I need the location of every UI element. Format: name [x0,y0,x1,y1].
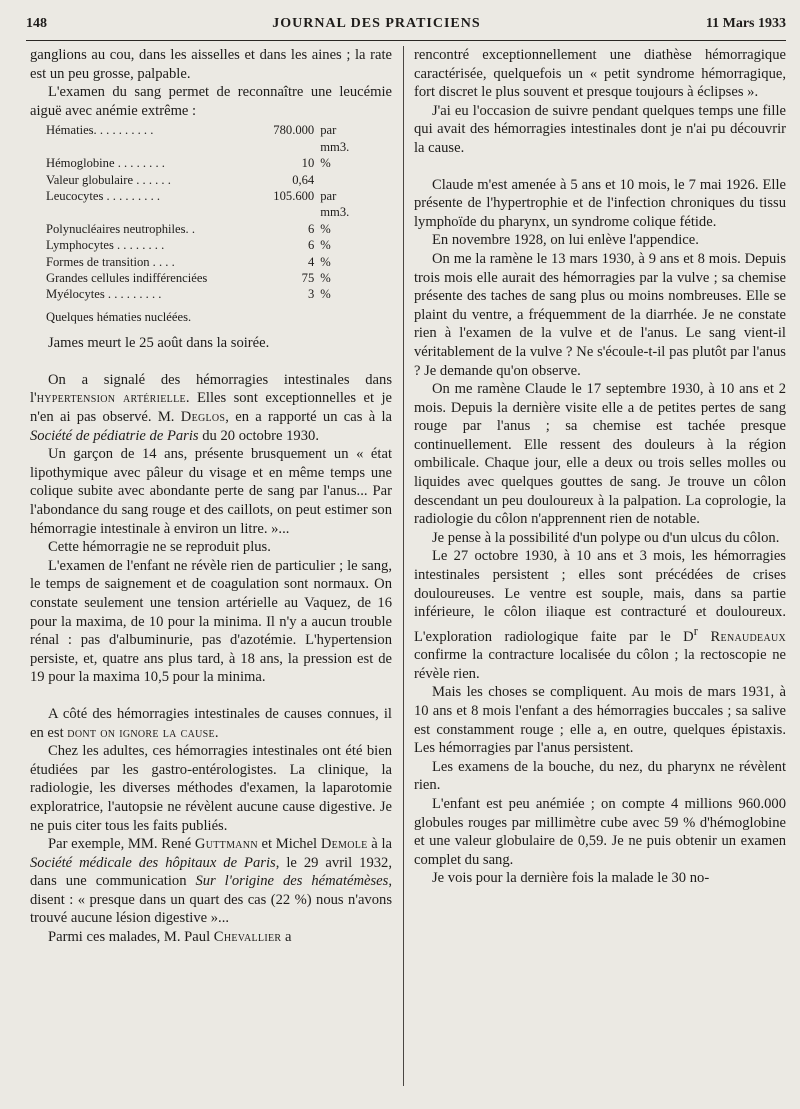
paragraph: Je pense à la possibilité d'un polype ou d'un ulcus du côlon. [432,529,780,546]
paragraph: En novembre 1928, on lui enlève l'appendice. [432,232,699,249]
lab-label: Formes de transition . . . . [46,254,175,269]
lab-row [46,221,356,237]
paragraph: Chez les adultes, ces hémorragies intestinales ont été bien étudiées par les gastro-entérologistes. La clinique, la radiologie, les diverses méthodes d'examen, la laparotomie exploratrice, l'autopsie ne révèlent aucune cause digestive. Je ne puis citer tous les faits publiés. [30,743,392,834]
lab-unit: par mm3. [320,123,350,154]
lab-label: Grandes cellules indifférenciées [46,271,208,286]
paragraph: L'examen du sang permet de reconnaître une leucémie aiguë avec anémie extrême : [30,84,392,119]
author-name: Chevallier [213,929,282,946]
paragraph: James meurt le 25 août dans la soirée. [48,335,270,352]
lab-row [46,155,356,171]
left-column [30,46,392,947]
small-caps-term: dont on ignore la cause [67,724,215,741]
paragraph: J'ai eu l'occasion de suivre pendant quelques temps une fille qui avait des hémorragies intestinales dont je n'ai pu découvrir la cause. [414,102,786,156]
superscript: r [693,623,698,638]
lab-unit: par mm3. [320,189,350,220]
paragraph: Un garçon de 14 ans, présente brusquement un « état lipothymique avec pâleur du visage et en même temps une colique subite avec abondante perte de sang par l'anus... Par l'abondance du sang rouge et des caillots, on peut estimer son hémorragie intestinale à environ un litre. »... [30,446,392,537]
journal-title: JOURNAL DES PRATICIENS [272,16,481,31]
lab-row [46,254,356,270]
paragraph: Mais les choses se compliquent. Au mois de mars 1931, à 10 ans et 8 mois l'enfant a des hémorragies buccales ; sa salive est constamment rouge ; elle a, en outre, quelques épistaxis. Les hémorragies par l'anus persistent. [414,684,786,757]
lab-value: 6 [307,221,315,236]
header-rule [26,40,786,41]
lab-value: 3 [307,287,315,302]
paragraph: rencontré exceptionnellement une diathèse hémorragique caractérisée, quelquefois un « petit syndrome hémorragique, fort discret le plus souvent et presque toujours à éclipses ». [414,47,786,101]
lab-value: 75 [301,271,315,286]
paragraph: Le 27 octobre 1930, à 10 ans et 3 mois, les hémorragies intestinales persistent ; elles sont précédées de crises douloureuses. Le ventre est souple, mais, dans sa partie inférieure, le côlon iliaque est contracturé et douloureux. L'exploration radiologique faite par le $D^r$ Renaudeaux confirme la contracture localisée du côlon ; la rectoscopie ne révèle rien. [414,548,787,682]
lab-label: Hémoglobine . . . . . . . . [46,156,165,171]
lab-label: Leucocytes . . . . . . . . . [46,189,161,203]
author-name: Deglos [180,409,226,426]
lab-value: 6 [307,238,315,253]
paragraph: On me la ramène le 13 mars 1930, à 9 ans et 8 mois. Depuis trois mois elle aurait des hémorragies par la vulve ; sa chemise présente des taches de sang plus ou moins nombreuses. Elle se plaint du ventre, a fréquemment de la diarrhée. Je ne constate rien à l'examen de la vulve et de l'anus. Le sang vient-il véritablement de la vulve ? Ne s'écoule-t-il pas plutôt par l'anus ? Je demande qu'on observe. [414,250,786,379]
lab-note: Quelques hématies nucléées. [46,309,192,324]
paragraph: Les examens de la bouche, du nez, du pharynx ne révèlent rien. [414,758,786,794]
paragraph: On me ramène Claude le 17 septembre 1930, à 10 ans et 2 mois. Depuis la dernière visite elle a de petites pertes de sang rouge par l'anus ; sa chemise est tachée presque continuellement. Elle ressent des douleurs à la région ombilicale. Chaque jour, elle a deux ou trois selles molles ou liquides avec quelques gouttes de sang. Je trouve un côlon descendant un peu douloureux à la palpation. La coprologie, la radiologie du côlon n'apprennent rien de notable. [414,381,786,528]
lab-unit: % [320,254,331,269]
lab-label: Polynucléaires neutrophiles. . [46,221,195,236]
paragraph: L'enfant est peu anémiée ; on compte 4 millions 960.000 globules rouges par millimètre cube avec 59 % d'hémoglobine et une valeur globulaire de 0,59. Je ne puis obtenir un examen complet du sang. [414,796,786,868]
society-name: Société de pédiatrie de Paris [30,427,199,444]
issue-date: 11 Mars 1933 [705,16,786,31]
lab-unit: % [320,287,331,302]
lab-unit: % [320,238,331,253]
paragraph: Parmi ces malades, M. Paul Chevallier a [48,929,292,946]
author-name: Demole [320,836,368,853]
lab-label: Valeur globulaire . . . . . . [46,172,171,187]
page-number: 148 [26,16,47,31]
lab-label: Hématies. . . . . . . . . . [46,123,154,138]
blood-exam-table [46,122,356,302]
lab-value: 10 [301,156,315,171]
paragraph: On a signalé des hémorragies intestinales dans l'hypertension artérielle. Elles sont exceptionnelles et je n'en ai pas observé. M. Deglos, en a rapporté un cas à la Société de pédiatrie de Paris du 20 octobre 1930. [30,371,392,444]
paragraph: Cette hémorragie ne se reproduit plus. [48,539,271,556]
lab-row [46,270,356,286]
lab-row [46,188,356,221]
small-caps-term: hypertension artérielle [36,390,186,407]
lab-value: 105.600 [273,189,315,203]
lab-value: 0,64 [292,172,315,187]
column-divider [403,46,404,1086]
communication-title: Sur l'origine des hématémèses [195,873,389,890]
author-name: Renaudeaux [697,628,787,645]
paragraph: Claude m'est amenée à 5 ans et 10 mois, le 7 mai 1926. Elle présente de l'hypertrophie et de l'infection chroniques du tissu lymphoïde du pharynx, un syndrome colique fétide. [414,176,786,230]
lab-row [46,237,356,253]
lab-row [46,172,356,188]
lab-unit [320,172,356,188]
lab-unit: % [320,221,331,236]
society-name: Société médicale des hôpitaux de Paris [30,854,276,871]
paragraph: A côté des hémorragies intestinales de causes connues, il en est dont on ignore la cause. [30,705,392,741]
right-column [414,46,786,888]
paragraph: ganglions au cou, dans les aisselles et dans les aines ; la rate est un peu grosse, palpable. [30,47,392,82]
paragraph: L'examen de l'enfant ne révèle rien de particulier ; le sang, le temps de saignement et de coagulation sont normaux. On constate seulement une tension artérielle au Vaquez, de 16 pour la maxima, de 10 pour la minima. Il n'y a aucun trouble rénal : pas d'albuminurie, pas d'azotémie. L'hypertension persiste, et, quatre ans plus tard, à 18 ans, la pression est de 19 pour la maxima 10,5 pour la minima. [30,557,392,686]
paragraph: Par exemple, MM. René Guttmann et Michel Demole à la Société médicale des hôpitaux de Paris, le 29 avril 1932, dans une communication Sur l'origine des hématémèses, disent : « presque dans un quart des cas (22 %) nous n'avons trouvé aucune lésion digestive »... [30,836,392,927]
lab-value: 4 [307,254,315,269]
lab-label: Myélocytes . . . . . . . . . [46,287,162,302]
lab-unit: % [320,271,331,286]
lab-row [46,122,356,155]
lab-value: 780.000 [273,123,315,138]
lab-unit: % [320,156,331,171]
running-header [26,12,786,36]
lab-row [46,286,356,302]
lab-label: Lymphocytes . . . . . . . . [46,238,165,253]
author-name: Guttmann [194,836,258,853]
paragraph: Je vois pour la dernière fois la malade le 30 no- [432,870,710,887]
